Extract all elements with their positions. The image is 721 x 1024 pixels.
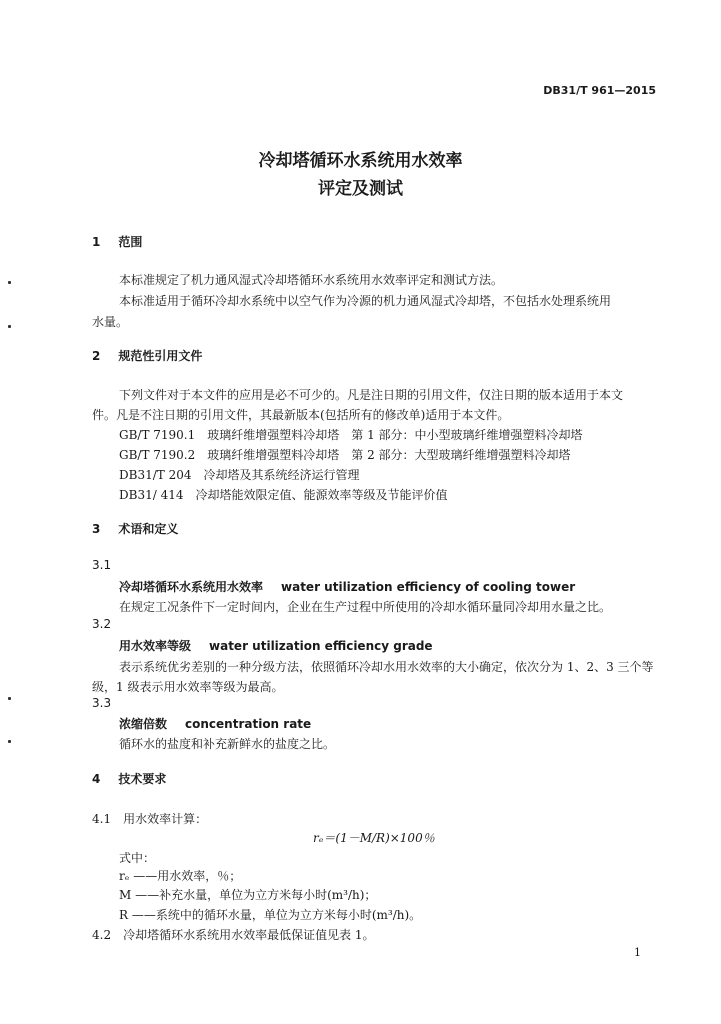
paragraph-continuation: 水量。 bbox=[92, 315, 129, 329]
clause-text: 冷却塔循环水系统用水效率最低保证值见表 1。 bbox=[123, 928, 375, 942]
section-2-heading bbox=[92, 347, 202, 364]
section-1-heading bbox=[92, 233, 142, 250]
normative-reference: DB31/ 414 冷却塔能效限定值、能源效率等级及节能评价值 bbox=[119, 488, 448, 502]
variable-definition: M ——补充水量，单位为立方米每小时(m³/h)； bbox=[119, 888, 377, 902]
term-english: water utilization efficiency of cooling tower bbox=[281, 580, 576, 594]
clause-number: 3.2 bbox=[92, 617, 112, 631]
document-title: 冷却塔循环水系统用水效率 bbox=[258, 151, 463, 171]
clause bbox=[92, 926, 375, 943]
term-chinese: 用水效率等级 bbox=[119, 639, 192, 653]
clause bbox=[92, 810, 207, 827]
variable-definition: R ——系统中的循环水量，单位为立方米每小时(m³/h)。 bbox=[119, 908, 422, 922]
document-subtitle: 评定及测试 bbox=[318, 179, 403, 199]
term-entry bbox=[119, 637, 433, 654]
section-title: 规范性引用文件 bbox=[118, 349, 203, 363]
term-english: water utilization efficiency grade bbox=[209, 639, 433, 653]
normative-reference: GB/T 7190.1 玻璃纤维增强塑料冷却塔 第 1 部分：中小型玻璃纤维增强塑料冷却塔 bbox=[119, 428, 583, 442]
scan-mark bbox=[8, 740, 11, 743]
section-title: 术语和定义 bbox=[118, 522, 179, 536]
section-number: 2 bbox=[92, 349, 101, 363]
clause-number: 3.3 bbox=[92, 696, 112, 710]
clause-number: 4.2 bbox=[92, 928, 112, 942]
paragraph-continuation: 件。凡是不注日期的引用文件，其最新版本(包括所有的修改单)适用于本文件。 bbox=[92, 408, 510, 422]
section-title: 范围 bbox=[118, 235, 143, 249]
normative-reference: DB31/T 204 冷却塔及其系统经济运行管理 bbox=[119, 468, 360, 482]
page-number: 1 bbox=[634, 946, 641, 959]
paragraph: 下列文件对于本文件的应用是必不可少的。凡是注日期的引用文件，仅注日期的版本适用于本文 bbox=[119, 388, 624, 402]
formula: rₑ＝(1－M/R)×100％ bbox=[313, 831, 435, 845]
section-number: 3 bbox=[92, 522, 101, 536]
term-chinese: 冷却塔循环水系统用水效率 bbox=[119, 580, 264, 594]
normative-reference: GB/T 7190.2 玻璃纤维增强塑料冷却塔 第 2 部分：大型玻璃纤维增强塑料冷却塔 bbox=[119, 448, 571, 462]
standard-code: DB31/T 961—2015 bbox=[543, 84, 656, 97]
section-number: 4 bbox=[92, 772, 101, 786]
scan-mark bbox=[8, 325, 11, 328]
section-4-heading bbox=[92, 770, 166, 787]
term-entry bbox=[119, 578, 575, 595]
term-english: concentration rate bbox=[185, 717, 312, 731]
term-definition: 循环水的盐度和补充新鲜水的盐度之比。 bbox=[119, 737, 336, 751]
section-number: 1 bbox=[92, 235, 101, 249]
clause-number: 3.1 bbox=[92, 558, 112, 572]
scan-mark bbox=[8, 697, 11, 700]
term-entry bbox=[119, 715, 311, 732]
paragraph: 本标准规定了机力通风湿式冷却塔循环水系统用水效率评定和测试方法。 bbox=[119, 273, 504, 287]
scan-mark bbox=[8, 281, 11, 284]
paragraph: 本标准适用于循环冷却水系统中以空气作为冷源的机力通风湿式冷却塔，不包括水处理系统用 bbox=[119, 294, 612, 308]
term-chinese: 浓缩倍数 bbox=[119, 717, 168, 731]
clause-text: 用水效率计算： bbox=[123, 812, 208, 826]
section-title: 技术要求 bbox=[118, 772, 167, 786]
term-definition: 表示系统优劣差别的一种分级方法，依照循环冷却水用水效率的大小确定，依次分为 1、2、3 三个等 bbox=[119, 660, 654, 674]
variable-definition: rₑ ——用水效率，％； bbox=[119, 869, 242, 883]
section-3-heading bbox=[92, 520, 178, 537]
term-definition-continuation: 级，1 级表示用水效率等级为最高。 bbox=[92, 680, 284, 694]
term-definition: 在规定工况条件下一定时间内，企业在生产过程中所使用的冷却水循环量同冷却用水量之比。 bbox=[119, 600, 612, 614]
where-label: 式中： bbox=[119, 851, 156, 865]
clause-number: 4.1 bbox=[92, 812, 112, 826]
